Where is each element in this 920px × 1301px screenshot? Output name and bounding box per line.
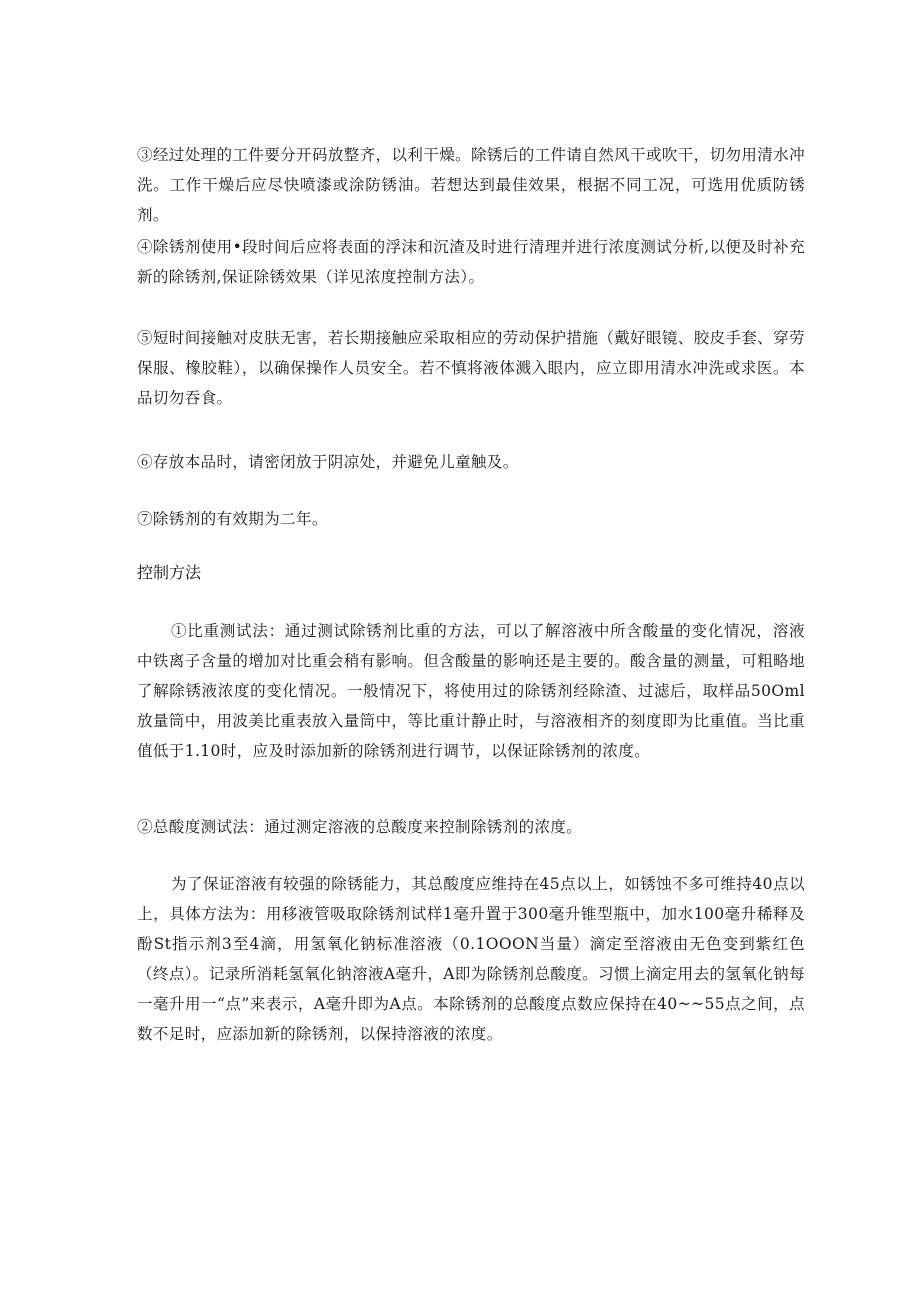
section-heading: 控制方法 — [137, 563, 202, 582]
paragraph-item-3: ③经过处理的工件要分开码放整齐，以利干燥。除锈后的工件请自然风干或吹干，切勿用清水冲洗。工作干燥后应尽快喷漆或涂防锈油。若想达到最佳效果，根据不同工况，可选用优质防锈剂。 — [137, 146, 805, 224]
paragraph-item-7: ⑦除锈剂的有效期为二年。 — [137, 510, 328, 528]
paragraph-item-5: ⑤短时间接触对皮肤无害，若长期接触应采取相应的劳动保护措施（戴好眼镜、胶皮手套、穿劳保服、橡胶鞋），以确保操作人员安全。若不慎将液体溅入眼内，应立即用清水冲洗或求医。本品切勿吞食。 — [137, 329, 805, 407]
method-2-paragraph: ②总酸度测试法：通过测定溶液的总酸度来控制除锈剂的浓度。 — [137, 818, 583, 836]
method-2-detail-paragraph: 为了保证溶液有较强的除锈能力，其总酸度应维持在45点以上，如锈蚀不多可维持40点以上，具体方法为：用移液管吸取除锈剂试样1毫升置于300毫升锥型瓶中，加水100毫升稀释及酚St指示剂3至4滴，用氢氧化钠标准溶液（0.1OOON当量）滴定至溶液由无色变到紫红色（终点）。记录所消耗氢氧化钠溶液A毫升，A即为除锈剂总酸度。习惯上滴定用去的氢氧化钠每一毫升用一“点”来表示，A毫升即为A点。本除锈剂的总酸度点数应保持在40~~55点之间，点数不足时，应添加新的除锈剂，以保持溶液的浓度。 — [137, 875, 805, 1043]
paragraph-item-6: ⑥存放本品时，请密闭放于阴凉处，并避免儿童触及。 — [137, 453, 519, 471]
method-1-paragraph: ①比重测试法：通过测试除锈剂比重的方法，可以了解溶液中所含酸量的变化情况，溶液中铁离子含量的增加对比重会稍有影响。但含酸量的影响还是主要的。酸含量的测量，可粗略地了解除锈液浓度的变化情况。一般情况下，将使用过的除锈剂经除渣、过滤后，取样品50Oml放量筒中，用波美比重表放入量筒中，等比重计静止时，与溶液相齐的刻度即为比重值。当比重值低于1.10时，应及时添加新的除锈剂进行调节，以保证除锈剂的浓度。 — [137, 622, 805, 760]
paragraph-item-4: ④除锈剂使用•段时间后应将表面的浮沫和沉渣及时进行清理并进行浓度测试分析,以便及时补充新的除锈剂,保证除锈效果（详见浓度控制方法）。 — [137, 238, 805, 286]
